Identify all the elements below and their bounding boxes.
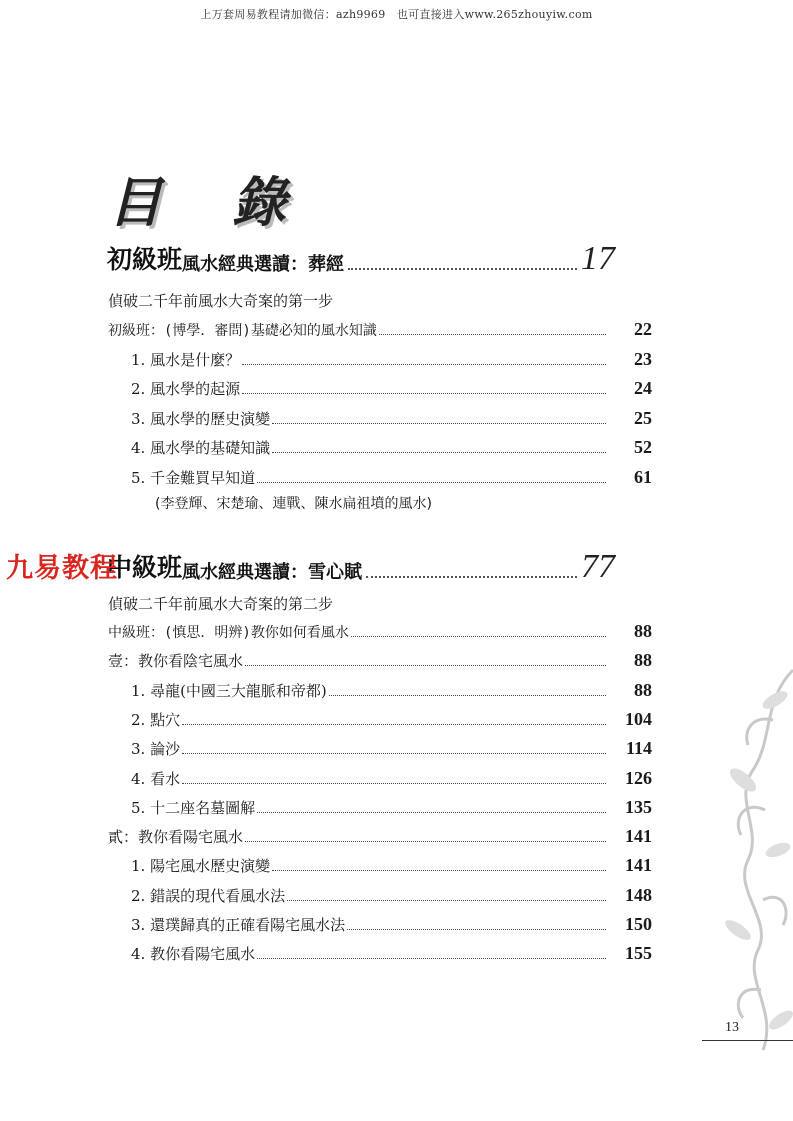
toc-entry-label: 中級班：(慎思．明辨)教你如何看風水 <box>108 625 349 641</box>
page-title: 目錄 <box>108 170 356 234</box>
toc-entry-page: 61 <box>634 467 652 487</box>
leader-dots <box>242 393 606 394</box>
toc-entry-page: 25 <box>634 407 652 428</box>
toc-entry <box>108 618 652 642</box>
toc-entry-page: 88 <box>634 650 652 671</box>
toc-entry <box>131 940 652 964</box>
toc-entry-page: 114 <box>625 738 652 759</box>
toc-entry-page: 126 <box>625 767 652 788</box>
chapter-subject: 風水經典選讀：雪心賦 <box>182 562 363 583</box>
toc-entry-label: 1. 尋龍(中國三大龍脈和帝都) <box>131 681 327 700</box>
toc-entry <box>131 375 652 399</box>
leader-dots <box>257 958 606 959</box>
toc-entry-page: 148 <box>625 884 652 905</box>
leader-dots <box>272 870 606 871</box>
leader-dots <box>242 364 606 365</box>
toc-entry <box>131 464 652 488</box>
toc-entry-page: 141 <box>625 855 652 876</box>
leader-dots <box>182 783 606 784</box>
leader-dots <box>329 695 606 696</box>
toc-entry-label: 壹：教你看陰宅風水 <box>108 652 244 671</box>
toc-entry-page: 135 <box>625 796 652 817</box>
toc-entry-page: 22 <box>634 319 652 339</box>
leader-dots <box>272 423 606 424</box>
leader-dots <box>379 334 606 335</box>
toc-entry <box>131 882 652 906</box>
toc-entry-page: 24 <box>634 378 652 399</box>
toc-entry <box>108 316 652 340</box>
chapter-subtitle-1: 偵破二千年前風水大奇案的第一步 <box>108 292 334 310</box>
page-number: 13 <box>725 1020 739 1035</box>
toc-entry-page: 88 <box>634 679 652 700</box>
leader-dots <box>245 665 606 666</box>
toc-entry-label: 2. 風水學的起源 <box>131 380 241 399</box>
logo-overlay: 九易教程 <box>6 553 118 584</box>
toc-entry-label: 3. 還璞歸真的正確看陽宅風水法 <box>131 916 346 934</box>
toc-entry <box>131 677 652 701</box>
toc-entry-label: 3. 論沙 <box>131 740 181 759</box>
toc-entry-page: 150 <box>625 914 652 934</box>
chapter-level: 初級班 <box>107 245 183 274</box>
leader-dots <box>348 268 577 270</box>
leader-dots <box>347 929 606 930</box>
leader-dots <box>182 753 606 754</box>
toc-entry <box>131 794 652 818</box>
toc-entry-label: 4. 看水 <box>131 769 181 788</box>
toc-entry-label: 4. 教你看陽宅風水 <box>131 945 256 964</box>
toc-entry <box>131 852 652 876</box>
chapter-note: (李登輝、宋楚瑜、連戰、陳水扁祖墳的風水) <box>155 496 432 512</box>
chapter-page: 77 <box>581 548 615 585</box>
toc-entry <box>131 735 652 759</box>
page-rule <box>702 1040 793 1041</box>
toc-entry-label: 1. 風水是什麼？ <box>131 350 241 369</box>
toc-entry-label: 3. 風水學的歷史演變 <box>131 409 271 428</box>
toc-entry-label: 4. 風水學的基礎知識 <box>131 439 271 458</box>
toc-entry <box>131 765 652 789</box>
chapter-heading-2 <box>107 544 615 584</box>
leader-dots <box>287 900 606 901</box>
chapter-heading-1 <box>107 236 615 276</box>
toc-entry-label: 5. 十二座名墓圖解 <box>131 798 256 817</box>
toc-entry <box>131 405 652 429</box>
floral-decoration-icon <box>703 660 793 1090</box>
leader-dots <box>257 812 606 813</box>
toc-entry-label: 初級班：(博學．審問)基礎必知的風水知識 <box>108 323 377 339</box>
leader-dots <box>272 452 606 453</box>
toc-entry <box>131 911 652 935</box>
toc-entry-page: 88 <box>634 621 652 641</box>
leader-dots <box>182 724 606 725</box>
toc-entry-label: 貳：教你看陽宅風水 <box>108 828 244 847</box>
chapter-level: 中級班 <box>107 553 183 582</box>
toc-entry-page: 141 <box>625 826 652 847</box>
leader-dots <box>245 841 606 842</box>
chapter-subject: 風水經典選讀：葬經 <box>182 254 345 275</box>
leader-dots <box>351 636 606 637</box>
leader-dots <box>257 482 606 483</box>
leader-dots <box>366 576 577 578</box>
toc-entry <box>108 823 652 847</box>
toc-entry-label: 5. 千金難買早知道 <box>131 469 256 487</box>
toc-entry <box>131 434 652 458</box>
chapter-subtitle-2: 偵破二千年前風水大奇案的第二步 <box>108 595 334 613</box>
toc-entry <box>131 706 652 730</box>
toc-entry-label: 2. 點穴 <box>131 710 181 729</box>
toc-entry <box>108 647 652 671</box>
toc-entry-page: 52 <box>634 437 652 458</box>
watermark-text: 上万套周易教程请加微信：azh9969 也可直接进入www.265zhouyiw.com <box>200 8 593 21</box>
toc-entry-page: 104 <box>625 708 652 729</box>
toc-entry-label: 1. 陽宅風水歷史演變 <box>131 857 271 876</box>
toc-entry-page: 23 <box>634 348 652 369</box>
toc-entry <box>131 346 652 370</box>
chapter-page: 17 <box>581 240 615 277</box>
toc-entry-label: 2. 錯誤的現代看風水法 <box>131 886 286 905</box>
toc-entry-page: 155 <box>625 943 652 964</box>
